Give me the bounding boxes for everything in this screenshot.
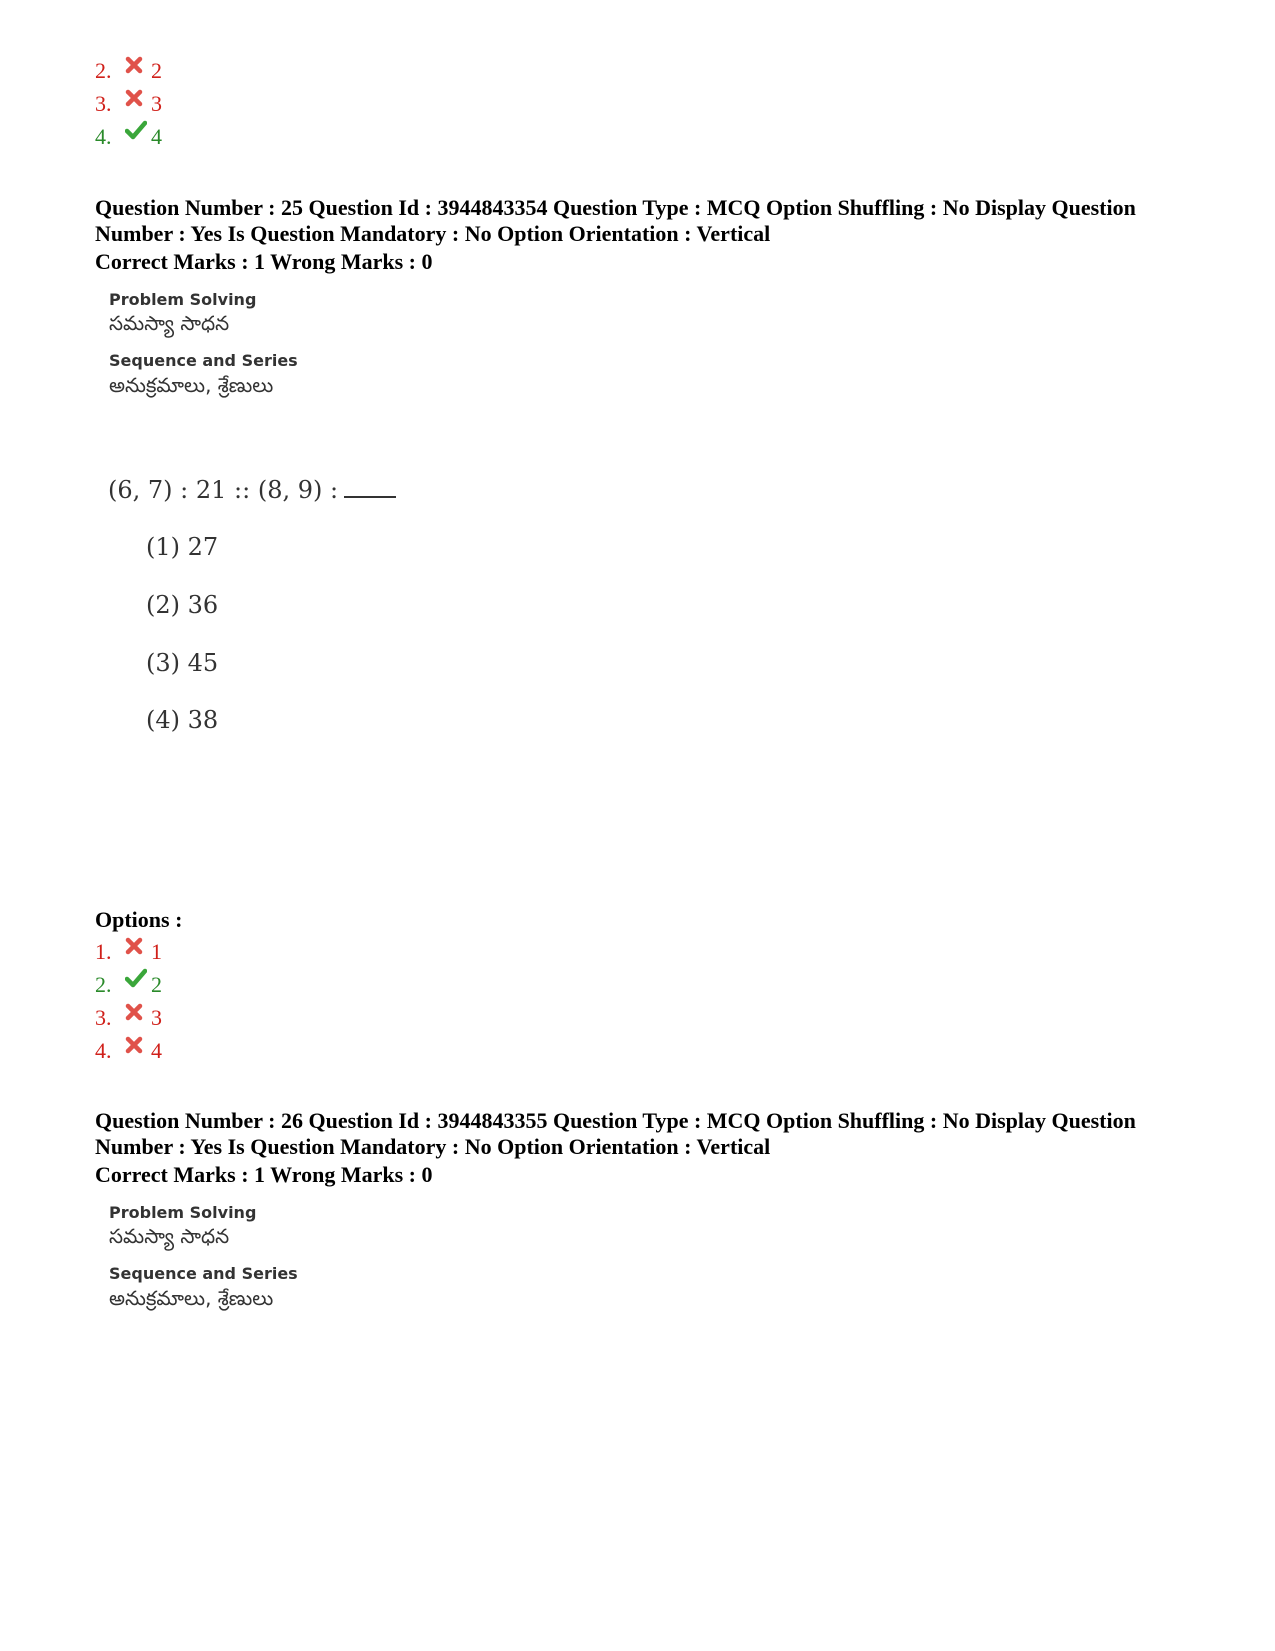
option-row <box>95 58 162 84</box>
category-label-telugu: అనుక్రమాలు, శ్రేణులు <box>109 1286 274 1310</box>
option-value: 4 <box>151 1038 162 1063</box>
option-value: 3 <box>151 91 162 116</box>
cross-icon <box>125 87 147 109</box>
option-row <box>95 972 162 998</box>
cross-icon <box>125 1001 147 1023</box>
options-label: Options : <box>95 907 183 932</box>
choice-item: (2) 36 <box>146 591 219 619</box>
option-number: 2. <box>95 972 112 997</box>
check-icon <box>125 968 147 990</box>
check-icon <box>125 120 147 142</box>
option-row <box>95 939 162 965</box>
option-value: 3 <box>151 1005 162 1030</box>
category-label: Sequence and Series <box>109 351 298 370</box>
option-number: 2. <box>95 58 112 83</box>
choice-item: (3) 45 <box>146 649 219 677</box>
category-label: Problem Solving <box>109 290 257 309</box>
option-row <box>95 1005 162 1031</box>
option-number: 4. <box>95 124 112 149</box>
option-row <box>95 1038 162 1064</box>
option-value: 4 <box>151 124 162 149</box>
option-number: 1. <box>95 939 112 964</box>
question-header: Question Number : 25 Question Id : 3944843354 Question Type : MCQ Option Shuffling : No Display Question Number : Yes Is Question Mandatory : No Option Orientation : Vertical <box>95 195 1136 246</box>
option-value: 2 <box>151 972 162 997</box>
question-marks: Correct Marks : 1 Wrong Marks : 0 <box>95 1162 433 1187</box>
option-row <box>95 124 162 150</box>
cross-icon <box>125 1034 147 1056</box>
cross-icon <box>125 935 147 957</box>
question-stem: (6, 7) : 21 :: (8, 9) : <box>108 476 339 504</box>
category-label-telugu: సమస్యా సాధన <box>109 1224 230 1248</box>
answer-blank <box>344 478 396 498</box>
choice-item: (1) 27 <box>146 533 219 561</box>
option-value: 1 <box>151 939 162 964</box>
question-text <box>108 476 396 504</box>
category-label: Problem Solving <box>109 1203 257 1222</box>
question-marks: Correct Marks : 1 Wrong Marks : 0 <box>95 249 433 274</box>
choice-item: (4) 38 <box>146 706 219 734</box>
category-label-telugu: అనుక్రమాలు, శ్రేణులు <box>109 373 274 397</box>
option-value: 2 <box>151 58 162 83</box>
option-number: 3. <box>95 1005 112 1030</box>
option-number: 4. <box>95 1038 112 1063</box>
category-label: Sequence and Series <box>109 1264 298 1283</box>
option-number: 3. <box>95 91 112 116</box>
category-label-telugu: సమస్యా సాధన <box>109 311 230 335</box>
question-header: Question Number : 26 Question Id : 3944843355 Question Type : MCQ Option Shuffling : No Display Question Number : Yes Is Question Mandatory : No Option Orientation : Vertical <box>95 1108 1136 1159</box>
option-row <box>95 91 162 117</box>
cross-icon <box>125 54 147 76</box>
